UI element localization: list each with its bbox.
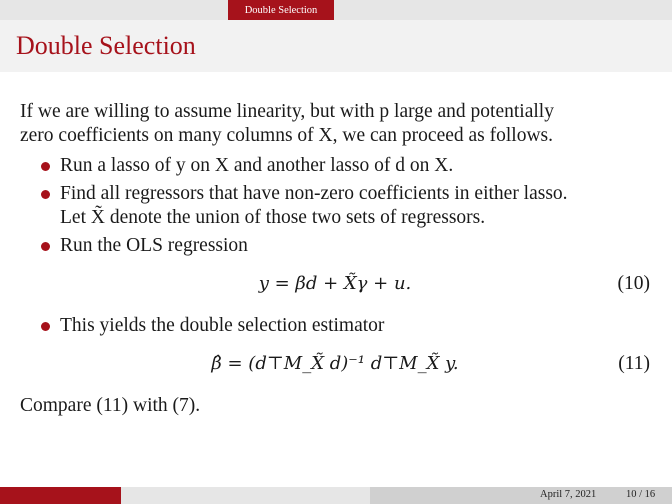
section-tab[interactable]: Double Selection <box>228 0 334 20</box>
bullet-list-2 <box>20 314 650 338</box>
intro-line-2: zero coefficients on many columns of X, we can proceed as follows. <box>20 125 554 146</box>
list-item <box>20 234 650 258</box>
equation-formula: β̂ = (d⊤M_X̃ d)⁻¹ d⊤M_X̃ y. <box>211 353 459 374</box>
intro-line-1: If we are willing to assume linearity, but with p large and potentially <box>20 101 554 122</box>
equation-number: (11) <box>618 353 650 374</box>
equation-10 <box>20 272 650 300</box>
intro-paragraph <box>20 100 650 148</box>
list-item <box>20 182 650 230</box>
footer-date: April 7, 2021 <box>540 489 597 500</box>
bullet-icon <box>41 162 50 171</box>
equation-number: (10) <box>617 273 650 294</box>
list-item <box>20 154 650 178</box>
bullet-text: Run a lasso of y on X and another lasso of d on X. <box>60 155 454 176</box>
title-bar <box>0 20 672 72</box>
footer-page-number: 10 / 16 <box>626 489 656 500</box>
closing-text: Compare (11) with (7). <box>20 395 201 416</box>
footer-accent <box>0 487 121 504</box>
bullet-icon <box>41 190 50 199</box>
footer-bar <box>0 487 672 504</box>
top-navigation-bar <box>0 0 672 20</box>
bullet-icon <box>41 242 50 251</box>
equation-11 <box>20 352 650 380</box>
bullet-text: Run the OLS regression <box>60 235 248 256</box>
page-title: Double Selection <box>16 31 196 60</box>
bullet-text-continuation: Let X̃ denote the union of those two sets of regressors. <box>60 207 486 228</box>
list-item <box>20 314 650 338</box>
bullet-icon <box>41 322 50 331</box>
bullet-text: This yields the double selection estimator <box>60 315 385 336</box>
bullet-list <box>20 154 650 258</box>
equation-formula: y = βd + X̃γ + u. <box>258 273 412 294</box>
bullet-text: Find all regressors that have non-zero coefficients in either lasso. <box>60 183 568 204</box>
slide-content <box>20 100 650 418</box>
